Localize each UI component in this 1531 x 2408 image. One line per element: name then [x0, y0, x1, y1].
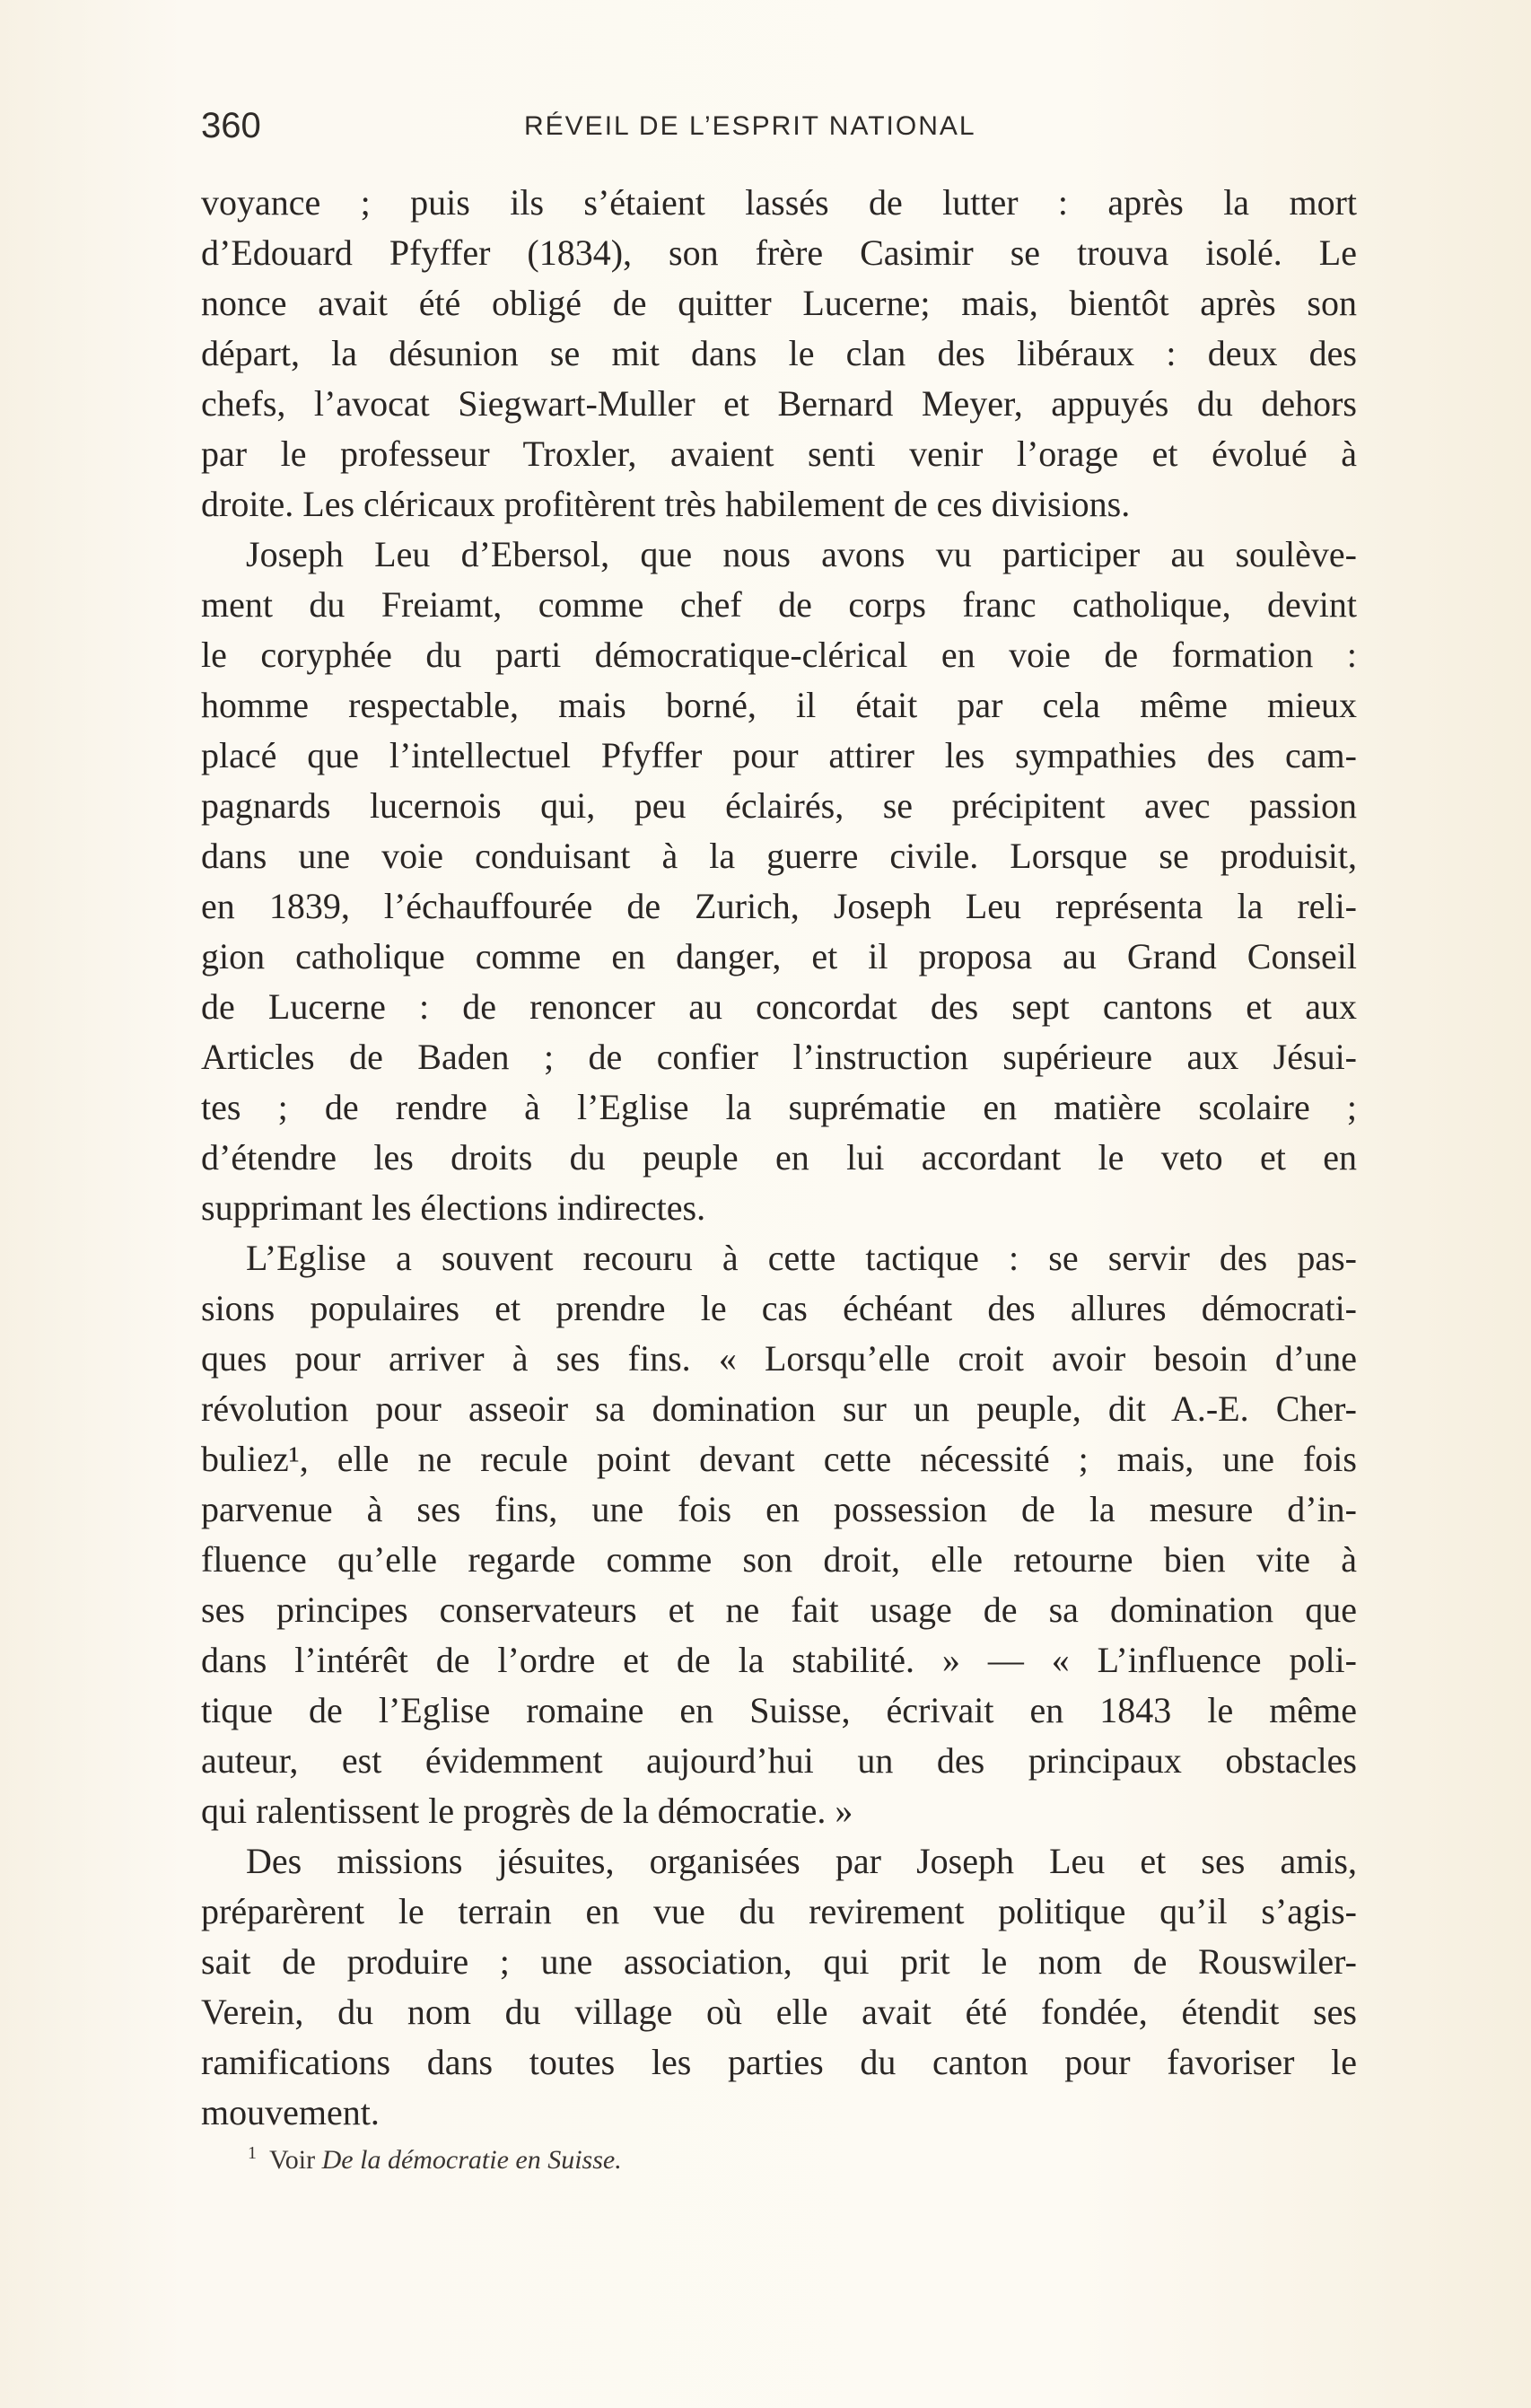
text-line: voyance ; puis ils s’étaient lassés de lutter : après la mort	[201, 182, 1357, 223]
text-line: droite. Les cléricaux profitèrent très habilement de ces divisions.	[201, 484, 1131, 524]
text-line: dans l’intérêt de l’ordre et de la stabilité. » — « L’influence poli-	[201, 1640, 1357, 1680]
text-line: tique de l’Eglise romaine en Suisse, écrivait en 1843 le même	[201, 1690, 1357, 1730]
footnote-title: De la démocratie en Suisse.	[321, 2145, 622, 2175]
running-title: RÉVEIL DE L’ESPRIT NATIONAL	[524, 111, 976, 141]
text-line: départ, la désunion se mit dans le clan des libéraux : deux des	[201, 333, 1357, 373]
text-line: révolution pour asseoir sa domination sur un peuple, dit A.-E. Cher-	[201, 1388, 1357, 1429]
text-line: Articles de Baden ; de confier l’instruction supérieure aux Jésui-	[201, 1037, 1357, 1077]
text-line: sait de produire ; une association, qui prit le nom de Rouswiler-	[201, 1941, 1357, 1982]
page-header	[201, 106, 1357, 160]
text-line: ses principes conservateurs et ne fait usage de sa domination que	[201, 1589, 1357, 1630]
text-line: sions populaires et prendre le cas échéant des allures démocrati-	[201, 1288, 1357, 1328]
text-line: gion catholique comme en danger, et il proposa au Grand Conseil	[201, 936, 1357, 976]
text-line: nonce avait été obligé de quitter Lucerne; mais, bientôt après son	[201, 283, 1357, 323]
text-line: L’Eglise a souvent recouru à cette tactique : se servir des pas-	[246, 1238, 1357, 1278]
text-line: Verein, du nom du village où elle avait été fondée, étendit ses	[201, 1992, 1357, 2032]
text-line: d’Edouard Pfyffer (1834), son frère Casimir se trouva isolé. Le	[201, 232, 1357, 273]
text-line: par le professeur Troxler, avaient senti venir l’orage et évolué à	[201, 433, 1357, 474]
text-line: ment du Freiamt, comme chef de corps franc catholique, devint	[201, 584, 1357, 625]
page-number: 360	[201, 106, 261, 145]
footnote-mark: 1	[248, 2143, 257, 2163]
text-line: en 1839, l’échauffourée de Zurich, Joseph Leu représenta la reli-	[201, 886, 1357, 926]
text-line: dans une voie conduisant à la guerre civile. Lorsque se produisit,	[201, 836, 1357, 876]
text-line: qui ralentissent le progrès de la démocratie. »	[201, 1791, 853, 1831]
text-line: Des missions jésuites, organisées par Joseph Leu et ses amis,	[246, 1841, 1357, 1881]
text-line: de Lucerne : de renoncer au concordat des sept cantons et aux	[201, 986, 1357, 1027]
footnote-prefix: Voir	[269, 2145, 316, 2175]
text-line: le coryphée du parti démocratique-clérical en voie de formation :	[201, 635, 1357, 675]
text-line: homme respectable, mais borné, il était par cela même mieux	[201, 685, 1357, 725]
text-line: ramifications dans toutes les parties du canton pour favoriser le	[201, 2042, 1357, 2082]
text-line: d’étendre les droits du peuple en lui accordant le veto et en	[201, 1137, 1357, 1178]
text-line: tes ; de rendre à l’Eglise la suprématie en matière scolaire ;	[201, 1087, 1357, 1127]
text-line: placé que l’intellectuel Pfyffer pour attirer les sympathies des cam-	[201, 735, 1357, 775]
text-line: auteur, est évidemment aujourd’hui un des principaux obstacles	[201, 1740, 1357, 1781]
text-line: pagnards lucernois qui, peu éclairés, se précipitent avec passion	[201, 785, 1357, 826]
text-line: préparèrent le terrain en vue du revirement politique qu’il s’agis-	[201, 1891, 1357, 1931]
text-line: supprimant les élections indirectes.	[201, 1187, 706, 1228]
body-text	[201, 178, 1357, 2138]
text-line: mouvement.	[201, 2092, 380, 2132]
text-line: parvenue à ses fins, une fois en possession de la mesure d’in-	[201, 1489, 1357, 1529]
text-line: Joseph Leu d’Ebersol, que nous avons vu participer au soulève-	[246, 534, 1357, 574]
text-line: chefs, l’avocat Siegwart-Muller et Bernard Meyer, appuyés du dehors	[201, 383, 1357, 424]
footnote	[248, 2143, 622, 2176]
text-line: ques pour arriver à ses fins. « Lorsqu’elle croit avoir besoin d’une	[201, 1338, 1357, 1379]
text-line: fluence qu’elle regarde comme son droit, elle retourne bien vite à	[201, 1539, 1357, 1580]
text-line: buliez¹, elle ne recule point devant cette nécessité ; mais, une fois	[201, 1439, 1357, 1479]
